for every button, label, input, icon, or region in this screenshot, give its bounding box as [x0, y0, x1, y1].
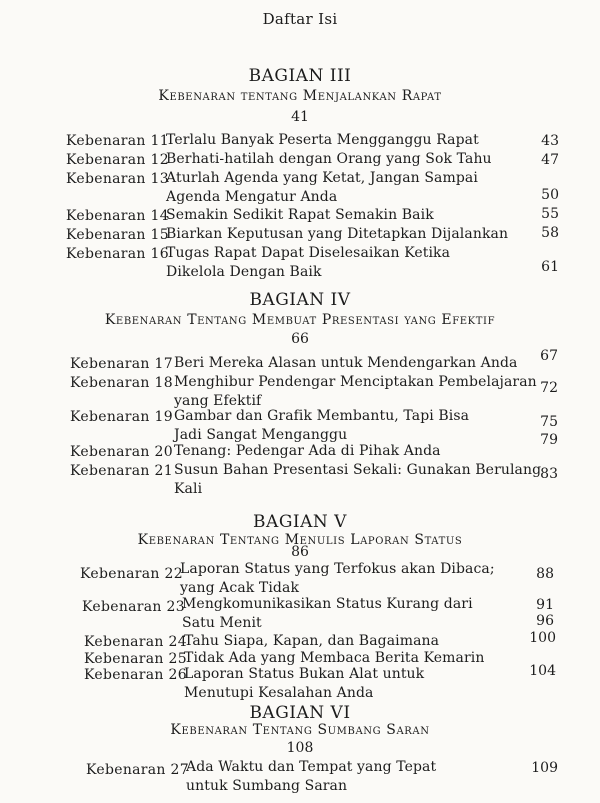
part-title: BAGIAN VI: [249, 703, 351, 723]
entry-title: Biarkan Keputusan yang Ditetapkan Dijalankan: [166, 226, 509, 242]
entry-page-number: 50: [541, 187, 559, 203]
entry-title: Laporan Status yang Terfokus akan Dibaca; yang Acak Tidak: [180, 561, 495, 596]
entry-label: Kebenaran 11: [66, 133, 169, 149]
entry-label: Kebenaran 24: [84, 634, 187, 650]
entry-page-number: 100: [529, 630, 556, 646]
part-page-number: 41: [291, 109, 309, 125]
entry-page-number: 91: [536, 597, 554, 613]
entry-label: Kebenaran 20: [70, 444, 173, 460]
entry-title: Terlalu Banyak Peserta Mengganggu Rapat: [166, 132, 479, 148]
entry-title: Ada Waktu dan Tempat yang Tepat untuk Sumbang Saran: [186, 759, 437, 794]
entry-page-number: 109: [531, 760, 558, 776]
entry-title: Semakin Sedikit Rapat Semakin Baik: [166, 207, 434, 223]
part-page-number: 108: [286, 740, 314, 756]
entry-title: Aturlah Agenda yang Ketat, Jangan Sampai Agenda Mengatur Anda: [166, 170, 478, 205]
entry-label: Kebenaran 25: [84, 651, 187, 667]
entry-title: Beri Mereka Alasan untuk Mendengarkan Anda: [174, 355, 518, 371]
entry-page-number: 43: [541, 133, 559, 149]
entry-label: Kebenaran 19: [70, 409, 173, 425]
entry-title: Menghibur Pendengar Menciptakan Pembelajaran yang Efektif: [174, 374, 537, 409]
entry-label: Kebenaran 21: [70, 463, 173, 479]
entry-label: Kebenaran 14: [66, 208, 169, 224]
entry-page-number: 83: [540, 466, 558, 482]
entry-title: Tenang: Pedengar Ada di Pihak Anda: [174, 443, 441, 459]
entry-label: Kebenaran 16: [66, 246, 169, 262]
entry-page-number: 58: [541, 225, 559, 241]
part-page-number: 86: [291, 544, 309, 560]
entry-label: Kebenaran 12: [66, 152, 169, 168]
entry-title: Susun Bahan Presentasi Sekali: Gunakan Berulang Kali: [174, 462, 542, 497]
entry-page-number: 47: [541, 152, 559, 168]
entry-page-number: 67: [540, 348, 558, 364]
part-title: BAGIAN IV: [249, 290, 351, 310]
entry-page-number: 88: [536, 566, 554, 582]
entry-label: Kebenaran 26: [84, 667, 187, 683]
entry-page-number: 96: [536, 613, 554, 629]
entry-title: Tidak Ada yang Membaca Berita Kemarin: [184, 650, 485, 666]
part-subtitle: Kebenaran Tentang Sumbang Saran: [170, 722, 430, 738]
entry-title: Laporan Status Bukan Alat untuk Menutupi Kesalahan Anda: [184, 666, 425, 701]
entry-label: Kebenaran 13: [66, 171, 169, 187]
entry-label: Kebenaran 27: [86, 762, 189, 778]
entry-title: Tahu Siapa, Kapan, dan Bagaimana: [184, 633, 440, 649]
part-subtitle: Kebenaran Tentang Membuat Presentasi yang Efektif: [104, 312, 496, 328]
entry-title: Mengkomunikasikan Status Kurang dari Satu Menit: [182, 596, 473, 631]
entry-page-number: 104: [529, 663, 556, 679]
entry-page-number: 75: [540, 414, 558, 430]
entry-title: Tugas Rapat Dapat Diselesaikan Ketika Dikelola Dengan Baik: [166, 245, 451, 280]
entry-title: Gambar dan Grafik Membantu, Tapi Bisa Jadi Sangat Menganggu: [174, 408, 470, 443]
entry-label: Kebenaran 17: [70, 356, 173, 372]
entry-label: Kebenaran 18: [70, 375, 173, 391]
entry-title: Berhati-hatilah dengan Orang yang Sok Tahu: [166, 151, 492, 167]
entry-page-number: 72: [540, 380, 558, 396]
entry-page-number: 61: [541, 259, 559, 275]
entry-page-number: 79: [540, 432, 558, 448]
part-title: BAGIAN III: [248, 66, 352, 86]
part-subtitle: Kebenaran tentang Menjalankan Rapat: [158, 88, 442, 104]
entry-label: Kebenaran 22: [80, 566, 183, 582]
part-page-number: 66: [291, 331, 309, 347]
entry-label: Kebenaran 15: [66, 227, 169, 243]
part-subtitle: Kebenaran Tentang Menulis Laporan Status: [137, 532, 463, 548]
part-title: BAGIAN V: [253, 512, 347, 532]
page-header: Daftar Isi: [262, 10, 338, 28]
entry-label: Kebenaran 23: [82, 599, 185, 615]
entry-page-number: 55: [541, 206, 559, 222]
